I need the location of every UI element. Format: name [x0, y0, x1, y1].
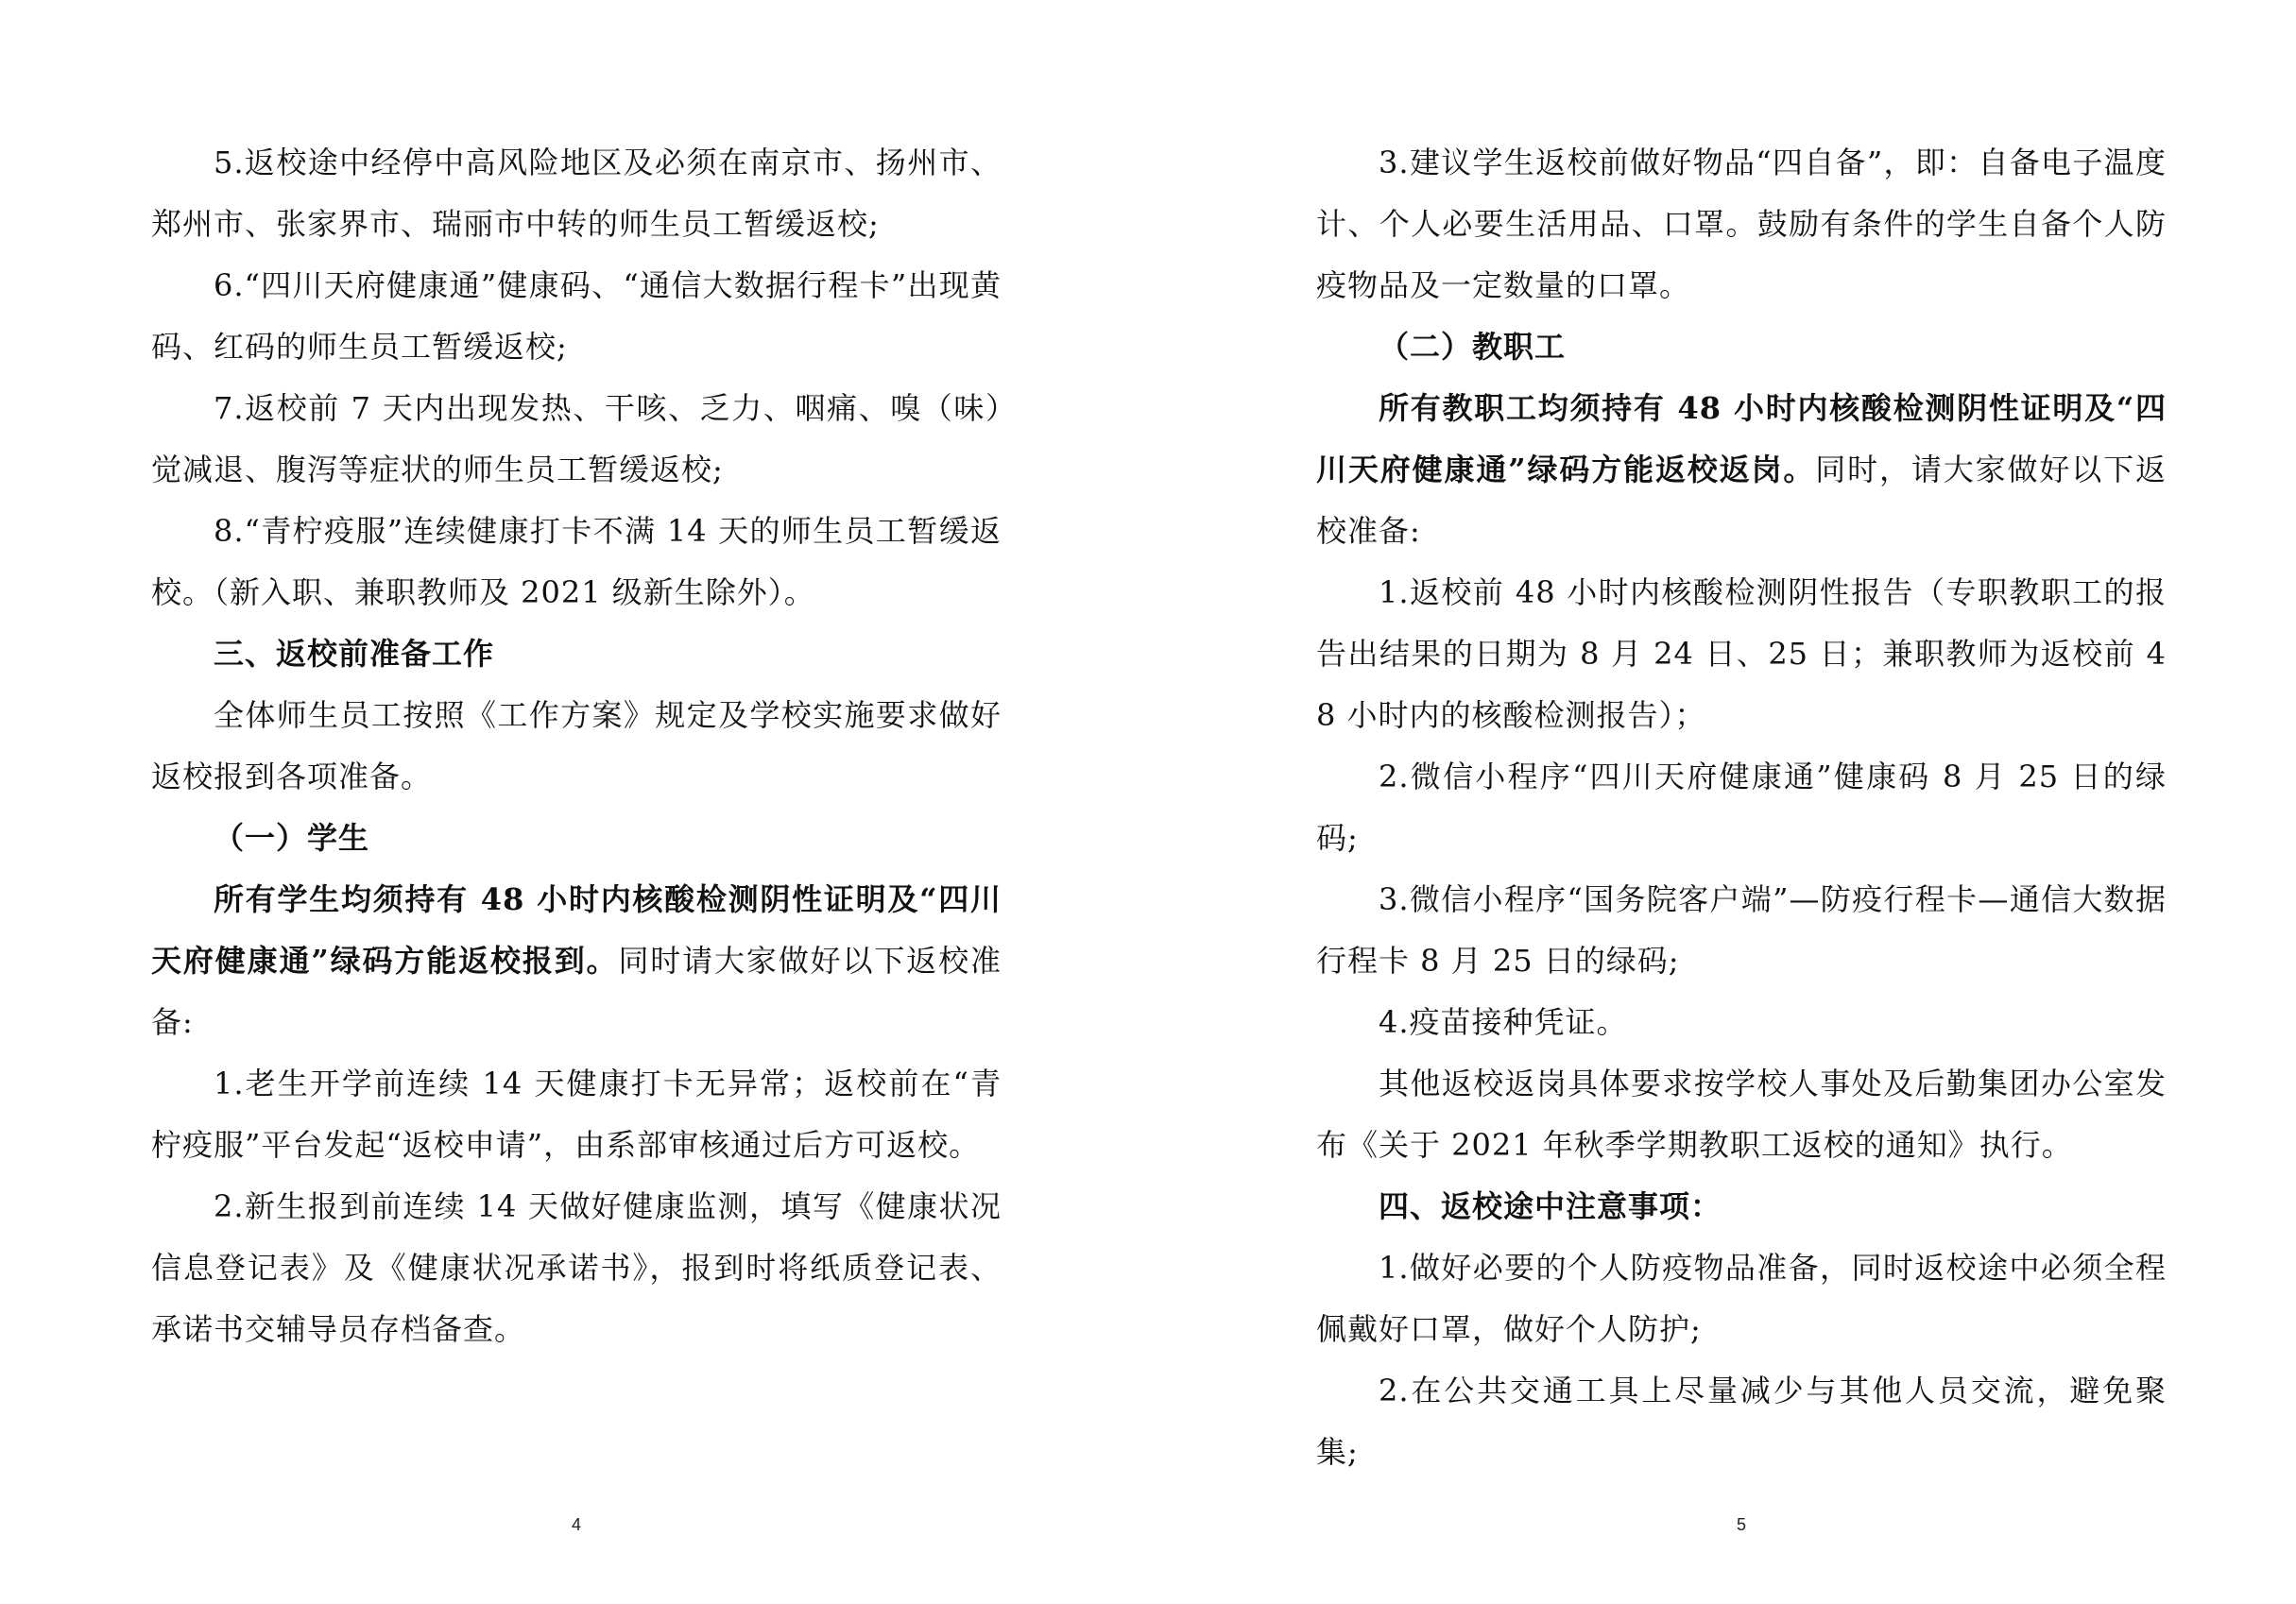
paragraph-travel-item-2: 2.在公共交通工具上尽量减少与其他人员交流，避免聚集; — [1316, 1373, 2167, 1470]
paragraph-staff-other: 其他返校返岗具体要求按学校人事处及后勤集团办公室发布《关于 2021 年秋季学期教职工返校的通知》执行。 — [1316, 1066, 2167, 1163]
page-number-right: 5 — [1736, 1515, 1746, 1534]
staff-requirement-rest: 同时，请大家做好以下返校准备: — [1316, 452, 2167, 549]
page-content — [151, 132, 1002, 1360]
document-page-right — [1316, 0, 2167, 1604]
paragraph-item-8: 8.“青柠疫服”连续健康打卡不满 14 天的师生员工暂缓返校。（新入职、兼职教师及 2021 级新生除外）。 — [151, 513, 1002, 610]
paragraph-students-requirement — [151, 869, 1002, 1053]
section-heading-3: 三、返校前准备工作 — [214, 636, 495, 672]
paragraph-staff-item-1: 1.返校前 48 小时内核酸检测阴性报告（专职教职工的报告出结果的日期为 8 月 24 日、25 日；兼职教师为返校前 48 小时内的核酸检测报告）； — [1316, 574, 2167, 733]
subsection-heading-staff: （二）教职工 — [1379, 329, 1567, 365]
students-requirement-rest: 同时请大家做好以下返校准备: — [151, 943, 1002, 1040]
paragraph-students-item-2: 2.新生报到前连续 14 天做好健康监测，填写《健康状况信息登记表》及《健康状况承诺书》，报到时将纸质登记表、承诺书交辅导员存档备查。 — [151, 1188, 1002, 1347]
paragraph-travel-item-1: 1.做好必要的个人防疫物品准备，同时返校途中必须全程佩戴好口罩，做好个人防护; — [1316, 1250, 2167, 1347]
paragraph-item-5: 5.返校途中经停中高风险地区及必须在南京市、扬州市、郑州市、张家界市、瑞丽市中转的师生员工暂缓返校; — [151, 145, 1002, 242]
paragraph-students-item-3: 3.建议学生返校前做好物品“四自备”，即：自备电子温度计、个人必要生活用品、口罩。鼓励有条件的学生自备个人防疫物品及一定数量的口罩。 — [1316, 145, 2167, 303]
staff-requirement-bold: 所有教职工均须持有 48 小时内核酸检测阴性证明及“四川天府健康通”绿码方能返校返岗。 — [1316, 390, 2167, 487]
document-page-left — [151, 0, 1002, 1604]
students-requirement-bold: 所有学生均须持有 48 小时内核酸检测阴性证明及“四川天府健康通”绿码方能返校报到。 — [151, 881, 1002, 979]
subsection-heading-students: （一）学生 — [214, 820, 370, 856]
paragraph-item-7: 7.返校前 7 天内出现发热、干咳、乏力、咽痛、嗅（味）觉减退、腹泻等症状的师生员工暂缓返校; — [151, 390, 1002, 487]
paragraph-students-item-1: 1.老生开学前连续 14 天健康打卡无异常；返校前在“青柠疫服”平台发起“返校申请”，由系部审核通过后方可返校。 — [151, 1066, 1002, 1163]
section-heading-4: 四、返校途中注意事项： — [1379, 1188, 1722, 1224]
page-content — [1316, 132, 2167, 1483]
paragraph-staff-requirement — [1316, 378, 2167, 562]
paragraph-item-6: 6.“四川天府健康通”健康码、“通信大数据行程卡”出现黄码、红码的师生员工暂缓返校; — [151, 267, 1002, 365]
paragraph-preparation: 全体师生员工按照《工作方案》规定及学校实施要求做好返校报到各项准备。 — [151, 697, 1002, 794]
page-number-left: 4 — [571, 1515, 581, 1534]
paragraph-staff-item-3: 3.微信小程序“国务院客户端”—防疫行程卡—通信大数据行程卡 8 月 25 日的绿码; — [1316, 881, 2167, 979]
paragraph-staff-item-2: 2.微信小程序“四川天府健康通”健康码 8 月 25 日的绿码; — [1316, 759, 2167, 856]
paragraph-staff-item-4: 4.疫苗接种凭证。 — [1379, 1004, 1628, 1040]
